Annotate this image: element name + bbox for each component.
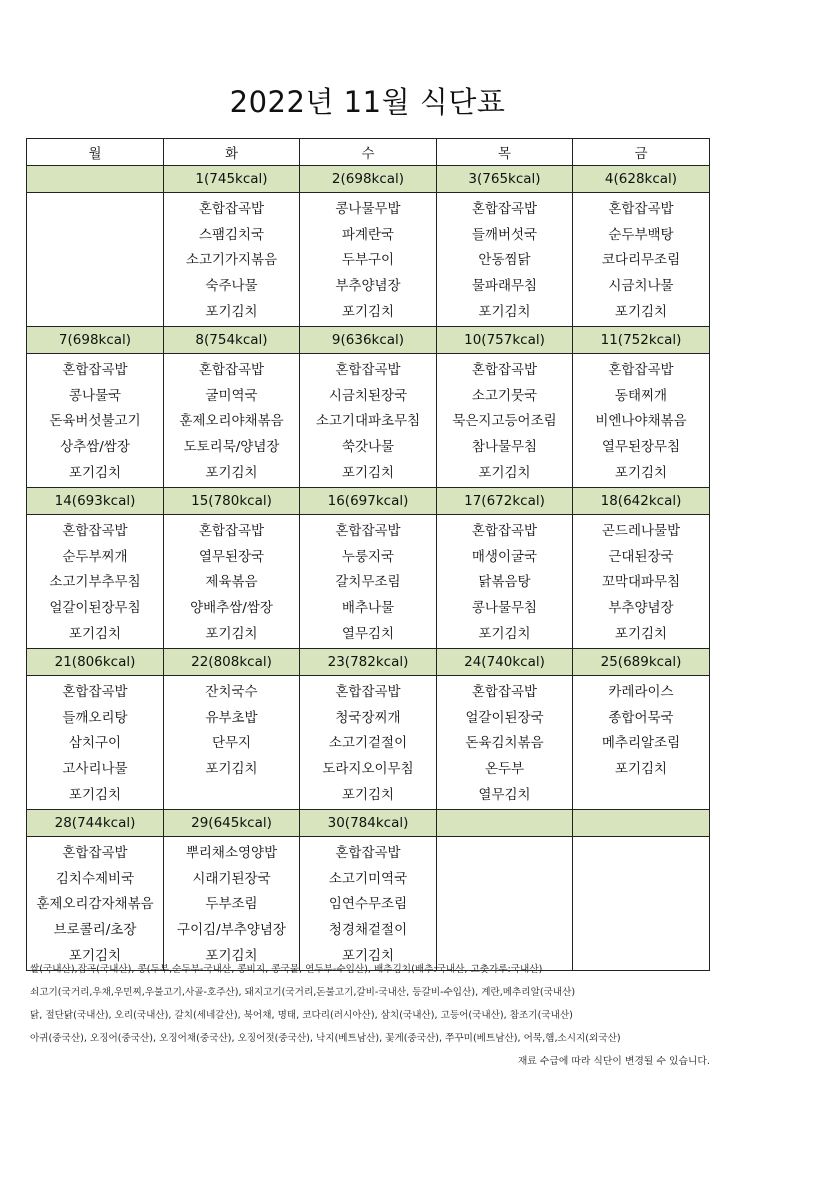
dish-item: 돈육버섯불고기 xyxy=(49,413,141,430)
meal-calendar xyxy=(26,138,710,971)
weekday-fri: 금 xyxy=(573,139,710,166)
dish-item: 브로콜리/초장 xyxy=(53,922,137,939)
dish-item: 상추쌈/쌈장 xyxy=(60,439,130,456)
dish-item: 소고기겉절이 xyxy=(328,735,408,752)
dish-item: 얼갈이된장국 xyxy=(465,709,544,726)
page-title: 2022년 11월 식단표 xyxy=(229,85,506,119)
date-cell: 21(806kcal) xyxy=(27,649,164,676)
dish-item: 순두부백탕 xyxy=(608,226,674,243)
dish-item: 포기김치 xyxy=(478,464,531,481)
meal-cell xyxy=(27,354,164,488)
dish-item: 혼합잡곡밥 xyxy=(471,201,538,217)
meal-cell xyxy=(27,193,164,327)
dish-item: 곤드레나물밥 xyxy=(601,523,681,539)
dish-item: 매생이굴국 xyxy=(471,548,538,565)
date-cell xyxy=(437,810,573,837)
menu-change-notice: 재료 수급에 따라 식단이 변경될 수 있습니다. xyxy=(517,1056,710,1067)
meal-row xyxy=(27,837,710,971)
dish-item: 돈육김치볶음 xyxy=(465,735,544,752)
dish-item: 부추양념장 xyxy=(608,600,674,617)
date-cell: 24(740kcal) xyxy=(437,649,573,676)
dish-item: 콩나물무침 xyxy=(471,600,538,617)
meal-cell xyxy=(437,354,573,488)
dish-item: 누룽지국 xyxy=(341,548,395,565)
dish-item: 숙주나물 xyxy=(205,278,258,295)
dish-item: 도라지오이무침 xyxy=(322,761,414,778)
dish-item: 소고기미역국 xyxy=(328,870,408,887)
meal-row xyxy=(27,354,710,488)
dish-item: 배추나물 xyxy=(341,600,395,617)
dish-item: 포기김치 xyxy=(341,786,395,803)
dish-item: 포기김치 xyxy=(614,625,668,642)
meal-cell xyxy=(27,837,164,971)
dish-item: 유부초밥 xyxy=(205,709,258,726)
date-cell: 14(693kcal) xyxy=(27,488,164,515)
dish-item: 두부구이 xyxy=(341,252,395,269)
dish-item: 소고기뭇국 xyxy=(471,387,538,404)
meal-cell xyxy=(164,193,300,327)
origin-note: 쇠고기(국거리,우채,우민찌,우불고기,사골-호주산), 돼지고기(국거리,돈불고기,갈비-국내산, 등갈비-수입산), 계란,메추리알(국내산) xyxy=(30,987,576,998)
meal-row xyxy=(27,515,710,649)
date-cell: 4(628kcal) xyxy=(573,166,710,193)
dish-item: 안동찜닭 xyxy=(478,252,531,269)
dish-item: 포기김치 xyxy=(614,303,668,320)
date-cell xyxy=(27,166,164,193)
dish-item: 굴미역국 xyxy=(205,387,258,404)
dish-item: 혼합잡곡밥 xyxy=(608,201,674,217)
dish-item: 혼합잡곡밥 xyxy=(198,362,265,378)
date-cell: 1(745kcal) xyxy=(164,166,300,193)
dish-item: 훈제오리감자채볶음 xyxy=(36,896,154,913)
date-cell: 17(672kcal) xyxy=(437,488,573,515)
dish-item: 소고기가지볶음 xyxy=(185,252,278,269)
dish-item: 임연수무조림 xyxy=(328,896,408,913)
meal-cell xyxy=(437,837,573,971)
dish-item: 두부조림 xyxy=(205,896,258,913)
dish-item: 들깨버섯국 xyxy=(471,226,538,243)
dish-item: 소고기부추무침 xyxy=(49,574,141,591)
date-cell: 28(744kcal) xyxy=(27,810,164,837)
meal-cell xyxy=(573,676,710,810)
dish-item: 포기김치 xyxy=(341,464,395,481)
dish-item: 혼합잡곡밥 xyxy=(335,684,401,700)
dish-item: 시래기된장국 xyxy=(192,870,271,887)
meal-row xyxy=(27,193,710,327)
meal-cell xyxy=(164,676,300,810)
date-row xyxy=(27,166,710,193)
weekday-tue: 화 xyxy=(164,139,300,166)
date-cell: 23(782kcal) xyxy=(300,649,437,676)
dish-item: 혼합잡곡밥 xyxy=(335,523,401,539)
meal-cell xyxy=(300,837,437,971)
dish-item: 뿌리채소영양밥 xyxy=(185,845,278,861)
dish-item: 콩나물무밥 xyxy=(335,201,401,217)
meal-cell xyxy=(300,193,437,327)
date-cell: 11(752kcal) xyxy=(573,327,710,354)
dish-item: 양배추쌈/쌈장 xyxy=(190,600,273,617)
origin-note: 쌀(국내산),잡곡(국내산), 콩(두부,순두부-국내산, 콩비지, 콩국물, 연두부-수입산), 배추김치(배추:국내산, 고춧가루:국내산) xyxy=(30,964,543,975)
dish-item: 포기김치 xyxy=(205,947,258,964)
dish-item: 혼합잡곡밥 xyxy=(335,362,401,378)
date-cell: 29(645kcal) xyxy=(164,810,300,837)
dish-item: 닭볶음탕 xyxy=(478,574,531,591)
dish-item: 시금치된장국 xyxy=(328,387,408,404)
weekday-mon: 월 xyxy=(27,139,164,166)
meal-cell xyxy=(437,676,573,810)
weekday-thu: 목 xyxy=(437,139,573,166)
ingredient-origin-notes xyxy=(30,962,710,1077)
dish-item: 포기김치 xyxy=(614,464,668,481)
dish-item: 메추리알조림 xyxy=(601,735,681,752)
dish-item: 포기김치 xyxy=(68,947,122,964)
date-cell: 9(636kcal) xyxy=(300,327,437,354)
dish-item: 혼합잡곡밥 xyxy=(198,523,265,539)
dish-item: 포기김치 xyxy=(341,303,395,320)
meal-cell xyxy=(437,515,573,649)
date-cell: 10(757kcal) xyxy=(437,327,573,354)
meal-cell xyxy=(437,193,573,327)
dish-item: 포기김치 xyxy=(205,303,258,320)
dish-item: 혼합잡곡밥 xyxy=(471,523,538,539)
dish-item: 소고기대파초무침 xyxy=(315,413,421,430)
date-cell: 2(698kcal) xyxy=(300,166,437,193)
dish-item: 갈치무조림 xyxy=(335,574,401,591)
dish-item: 혼합잡곡밥 xyxy=(198,201,265,217)
dish-item: 포기김치 xyxy=(205,464,258,481)
origin-note: 아귀(중국산), 오징어(중국산), 오징어채(중국산), 오징어젓(중국산), 낙지(베트남산), 꽃게(중국산), 쭈꾸미(베트남산), 어묵,햄,소시지(외국산) xyxy=(30,1033,621,1044)
dish-item: 포기김치 xyxy=(478,303,531,320)
dish-item: 코다리무조림 xyxy=(601,252,681,269)
dish-item: 삼치구이 xyxy=(68,735,122,752)
dish-item: 파계란국 xyxy=(341,226,395,243)
date-cell: 15(780kcal) xyxy=(164,488,300,515)
dish-item: 들깨오리탕 xyxy=(62,709,128,726)
dish-item: 부추양념장 xyxy=(335,278,401,295)
meal-cell xyxy=(573,515,710,649)
origin-note: 닭, 절단닭(국내산), 오리(국내산), 갈치(세네갈산), 북어채, 명태, 코다리(러시아산), 삼치(국내산), 고등어(국내산), 참조기(국내산) xyxy=(30,1010,573,1021)
dish-item: 물파래무침 xyxy=(471,278,538,295)
dish-item: 시금치나물 xyxy=(608,278,674,295)
dish-item: 참나물무침 xyxy=(471,439,538,456)
date-cell: 7(698kcal) xyxy=(27,327,164,354)
dish-item: 혼합잡곡밥 xyxy=(608,362,674,378)
weekday-wed: 수 xyxy=(300,139,437,166)
dish-item: 비엔나야채볶음 xyxy=(595,413,687,430)
date-row xyxy=(27,649,710,676)
dish-item: 쑥갓나물 xyxy=(341,439,395,456)
dish-item: 근대된장국 xyxy=(608,548,674,565)
dish-item: 카레라이스 xyxy=(608,684,674,700)
meal-row xyxy=(27,676,710,810)
dish-item: 꼬막대파무침 xyxy=(601,574,681,591)
dish-item: 포기김치 xyxy=(614,761,668,778)
dish-item: 열무김치 xyxy=(341,625,395,642)
dish-item: 얼갈이된장무침 xyxy=(49,600,141,617)
dish-item: 포기김치 xyxy=(68,464,122,481)
meal-cell xyxy=(300,515,437,649)
dish-item: 혼합잡곡밥 xyxy=(62,845,128,861)
dish-item: 청경채겉절이 xyxy=(328,922,408,939)
dish-item: 구이김/부추양념장 xyxy=(177,922,286,939)
dish-item: 혼합잡곡밥 xyxy=(62,362,128,378)
meal-cell xyxy=(164,837,300,971)
date-cell: 8(754kcal) xyxy=(164,327,300,354)
meal-cell xyxy=(573,354,710,488)
meal-cell xyxy=(164,515,300,649)
date-cell: 25(689kcal) xyxy=(573,649,710,676)
dish-item: 잔치국수 xyxy=(205,684,258,700)
dish-item: 도토리묵/양념장 xyxy=(183,439,280,456)
dish-item: 제육볶음 xyxy=(205,574,258,591)
dish-item: 혼합잡곡밥 xyxy=(62,523,128,539)
dish-item: 순두부찌개 xyxy=(62,548,128,565)
dish-item: 열무김치 xyxy=(478,786,531,803)
date-row xyxy=(27,488,710,515)
dish-item: 단무지 xyxy=(211,735,252,752)
dish-item: 혼합잡곡밥 xyxy=(471,362,538,378)
dish-item: 묵은지고등어조림 xyxy=(452,413,557,430)
meal-cell xyxy=(27,515,164,649)
dish-item: 포기김치 xyxy=(205,625,258,642)
meal-cell xyxy=(164,354,300,488)
date-cell: 3(765kcal) xyxy=(437,166,573,193)
dish-item: 온두부 xyxy=(484,761,525,778)
dish-item: 포기김치 xyxy=(68,786,122,803)
meal-cell xyxy=(573,837,710,971)
date-cell: 22(808kcal) xyxy=(164,649,300,676)
dish-item: 포기김치 xyxy=(68,625,122,642)
dish-item: 포기김치 xyxy=(478,625,531,642)
dish-item: 훈제오리야채볶음 xyxy=(179,413,284,430)
dish-item: 고사리나물 xyxy=(62,761,128,778)
dish-item: 포기김치 xyxy=(205,761,258,778)
dish-item: 콩나물국 xyxy=(68,387,122,404)
dish-item: 동태찌개 xyxy=(614,387,668,404)
meal-cell xyxy=(300,354,437,488)
dish-item: 스팸김치국 xyxy=(198,226,265,243)
dish-item: 청국장찌개 xyxy=(335,709,401,726)
meal-cell xyxy=(300,676,437,810)
dish-item: 김치수제비국 xyxy=(55,870,135,887)
dish-item: 혼합잡곡밥 xyxy=(471,684,538,700)
date-cell: 30(784kcal) xyxy=(300,810,437,837)
date-row xyxy=(27,810,710,837)
meal-cell xyxy=(573,193,710,327)
dish-item: 열무된장국 xyxy=(198,548,265,565)
date-cell: 16(697kcal) xyxy=(300,488,437,515)
dish-item: 종합어묵국 xyxy=(608,709,674,726)
dish-item: 혼합잡곡밥 xyxy=(335,845,401,861)
date-row xyxy=(27,327,710,354)
weekday-header xyxy=(27,139,710,166)
date-cell: 18(642kcal) xyxy=(573,488,710,515)
date-cell xyxy=(573,810,710,837)
dish-item: 열무된장무침 xyxy=(601,439,681,456)
dish-item: 포기김치 xyxy=(341,947,395,964)
meal-cell xyxy=(27,676,164,810)
dish-item: 혼합잡곡밥 xyxy=(62,684,128,700)
